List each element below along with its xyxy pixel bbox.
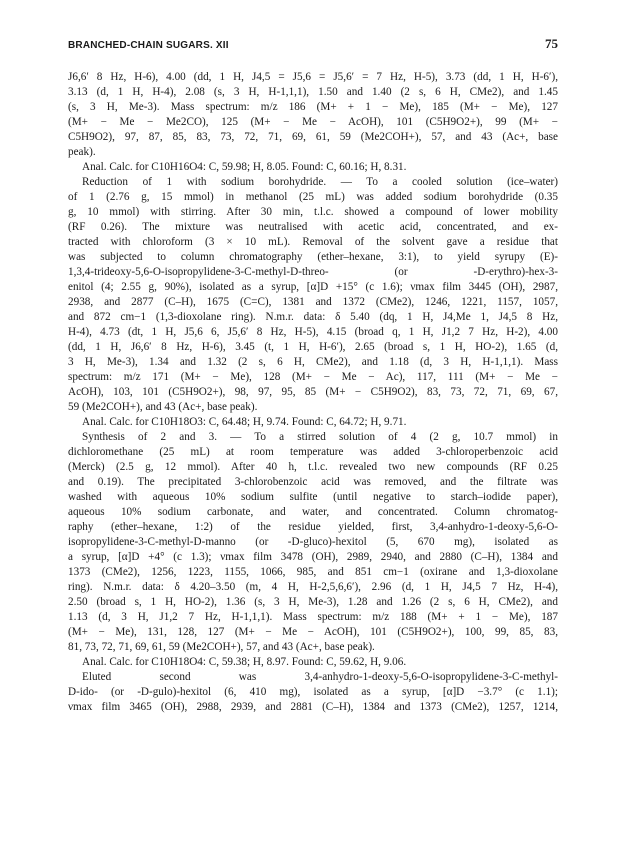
text-line: tracted with chloroform (3 × 10 mL). Removal of the solvent gave a residue that <box>68 236 558 248</box>
text-line: Anal. Calc. for C10H16O4: C, 59.98; H, 8.05. Found: C, 60.16; H, 8.31. <box>82 161 407 173</box>
text-line: Reduction of 1 with sodium borohydride. — To a cooled solution (ice–water) <box>82 176 558 188</box>
text-line: aqueous 10% sodium carbonate, and water, and concentrated. Column chromatog- <box>68 506 558 518</box>
text-line: (M+ − Me − Me2CO), 125 (M+ − Me − AcOH), 101 (C5H9O2+), 99 (M+ − <box>68 116 558 128</box>
text-line: Anal. Calc. for C10H18O4: C, 59.38; H, 8.97. Found: C, 59.62, H, 9.06. <box>82 656 407 668</box>
text-line: C5H9O2), 97, 87, 85, 83, 73, 72, 71, 69, 61, 59 (Me2COH+), 57, and 43 (Ac+, base <box>68 131 558 143</box>
text-line: raphy (ether–hexane, 1:2) of the residue yielded, first, 3,4-anhydro-1-deoxy-5,6-O- <box>68 521 558 533</box>
text-line: 1373 (CMe2), 1256, 1223, 1155, 1066, 985, and 851 cm−1 (oxirane and 1,3-dioxolane <box>68 566 558 578</box>
text-line: of 1 (2.76 g, 15 mmol) in methanol (25 mL) was added sodium borohydride (0.35 <box>68 191 558 203</box>
text-line: and 0.19). The precipitated 3-chlorobenzoic acid was removed, and the filtrate was <box>68 476 558 488</box>
text-line: ring). N.m.r. data: δ 4.20–3.50 (m, 4 H, H-2,5,6,6′), 2.96 (d, 1 H, J4,5 7 Hz, H-4), <box>68 581 558 593</box>
text-line: 3 H, Me-3), 1.34 and 1.32 (2 s, 6 H, CMe2), and 1.18 (d, 3 H, H-1,1,1). Mass <box>68 356 558 368</box>
text-line: D-ido- (or -D-gulo)-hexitol (6, 410 mg), isolated as a syrup, [α]D −3.7° (c 1.1); <box>68 686 558 698</box>
text-line: Synthesis of 2 and 3. — To a stirred solution of 4 (2 g, 10.7 mmol) in <box>82 431 558 443</box>
text-line: AcOH), 103, 101 (C5H9O2+), 98, 97, 95, 85 (M+ − C5H9O2), 83, 73, 72, 71, 69, 67, <box>68 386 558 398</box>
text-line: (dd, 1 H, J6,6′ 8 Hz, H-6), 3.45 (t, 1 H, H-6′), 2.65 (broad s, 1 H, HO-2), 1.65 (d, <box>68 341 558 353</box>
text-line: 3.13 (d, 1 H, H-4), 2.08 (s, 3 H, H-1,1,1), 1.50 and 1.40 (2 s, 6 H, CMe2), and 1.45 <box>68 86 558 98</box>
text-line: J6,6′ 8 Hz, H-6), 4.00 (dd, 1 H, J4,5 = J5,6 = J5,6′ = 7 Hz, H-5), 3.73 (dd, 1 H, H-6′), <box>68 71 558 83</box>
text-line: g, 10 mmol) with stirring. After 30 min, t.l.c. showed a compound of lower mobility <box>68 206 558 218</box>
text-line: 2.50 (broad s, 1 H, HO-2), 1.36 (s, 3 H, Me-3), 1.28 and 1.26 (2 s, 6 H, CMe2), and <box>68 596 558 608</box>
text-line: 81, 73, 72, 71, 69, 61, 59 (Me2COH+), 57, and 43 (Ac+, base peak). <box>68 641 375 653</box>
text-line: was subjected to column chromatography (ether–hexane, 3:1), to yield syrupy (E)- <box>68 251 558 263</box>
text-line: νmax film 3465 (OH), 2988, 2939, and 2881 (C–H), 1384 and 1373 (CMe2), 1257, 1214, <box>68 701 558 713</box>
text-line: peak). <box>68 146 96 158</box>
text-line: washed with aqueous 10% sodium sulfite (until negative to starch–iodide paper), <box>68 491 558 503</box>
text-line: and 872 cm−1 (1,3-dioxolane ring). N.m.r. data: δ 5.40 (dq, 1 H, J4,Me 1, J4,5 8 Hz, <box>68 311 558 323</box>
text-line: (Merck) (2.5 g, 12 mmol). After 40 h, t.l.c. revealed two new compounds (RF 0.25 <box>68 461 558 473</box>
text-line: 1,3,4-trideoxy-5,6-O-isopropylidene-3-C-methyl-D-threo- (or -D-erythro)-hex-3- <box>68 266 558 278</box>
text-line: 2938, and 2877 (C–H), 1675 (C=C), 1381 and 1372 (CMe2), 1246, 1221, 1157, 1057, <box>68 296 558 308</box>
text-line: (M+ − Me), 131, 128, 127 (M+ − Me − AcOH), 101 (C5H9O2+), 100, 99, 85, 83, <box>68 626 558 638</box>
text-line: (RF 0.26). The mixture was neutralised with acetic acid, concentrated, and ex- <box>68 221 558 233</box>
page-number: 75 <box>545 36 558 51</box>
text-line: dichloromethane (25 mL) at room temperature was added 3-chloroperbenzoic acid <box>68 446 558 458</box>
text-line: (s, 3 H, Me-3). Mass spectrum: m/z 186 (M+ + 1 − Me), 185 (M+ − Me), 127 <box>68 101 558 113</box>
running-head: BRANCHED-CHAIN SUGARS. XII <box>68 40 229 51</box>
body-text <box>68 70 558 715</box>
text-line: Anal. Calc. for C10H18O3: C, 64.48; H, 9.74. Found: C, 64.72; H, 9.71. <box>82 416 407 428</box>
text-line: H-4), 4.73 (dt, 1 H, J5,6 6, J5,6′ 8 Hz, H-5), 4.15 (broad q, 1 H, J1,2 7 Hz, H-2), 4.00 <box>68 326 558 338</box>
text-line: spectrum: m/z 171 (M+ − Me), 128 (M+ − Me − Ac), 117, 111 (M+ − Me − <box>68 371 558 383</box>
text-line: isopropylidene-3-C-methyl-D-manno (or -D-gluco)-hexitol (5, 670 mg), isolated as <box>68 536 558 548</box>
text-line: 1.13 (d, 3 H, J1,2 7 Hz, H-1,1,1). Mass spectrum: m/z 188 (M+ + 1 − Me), 187 <box>68 611 558 623</box>
text-line: 59 (Me2COH+), and 43 (Ac+, base peak). <box>68 401 258 413</box>
text-line: enitol (4; 2.55 g, 90%), isolated as a syrup, [α]D +15° (c 1.6); νmax film 3445 (OH), 2987, <box>68 281 558 293</box>
text-line: Eluted second was 3,4-anhydro-1-deoxy-5,6-O-isopropylidene-3-C-methyl- <box>82 671 558 683</box>
text-line: a syrup, [α]D +4° (c 1.3); νmax film 3478 (OH), 2989, 2940, and 2880 (C–H), 1384 and <box>68 551 558 563</box>
